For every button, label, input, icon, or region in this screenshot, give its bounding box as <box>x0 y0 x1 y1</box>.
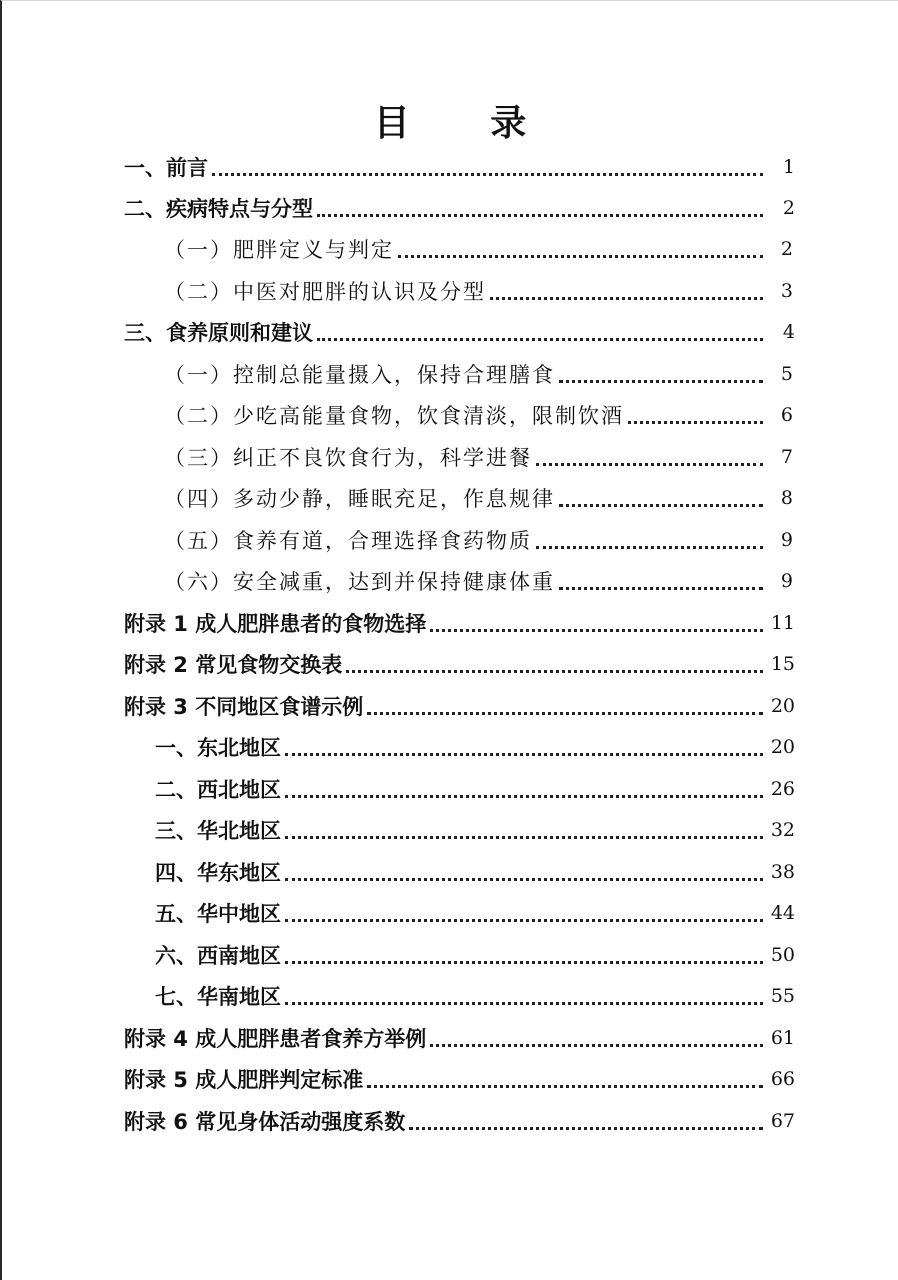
toc-entry-principle-2[interactable] <box>2 395 898 435</box>
toc-entry-region-northwest[interactable] <box>2 769 898 809</box>
toc-entry-label: 二、疾病特点与分型 <box>124 197 313 221</box>
leader-dots <box>628 401 763 424</box>
toc-page-number: 7 <box>780 446 795 468</box>
leader-dots <box>285 816 763 839</box>
toc-entry-label: （六）安全减重，达到并保持健康体重 <box>164 570 555 594</box>
toc-entry-principle-5[interactable] <box>2 520 898 560</box>
leader-dots <box>398 235 763 258</box>
toc-entry-label: 附录 4 成人肥胖患者食养方举例 <box>124 1027 427 1051</box>
leader-dots <box>430 609 763 632</box>
toc-page-number: 26 <box>770 778 795 800</box>
toc-entry-principle-6[interactable] <box>2 561 898 601</box>
toc-entry-appendix-3[interactable] <box>2 686 898 726</box>
toc-entry-label: 二、西北地区 <box>155 778 281 802</box>
leader-dots <box>285 982 763 1005</box>
toc-page-number: 44 <box>770 902 795 924</box>
toc-page-number: 9 <box>780 570 795 592</box>
toc-entry-label: 五、华中地区 <box>155 902 281 926</box>
toc-page-number: 9 <box>780 529 795 551</box>
leader-dots <box>367 692 763 715</box>
leader-dots <box>212 153 763 176</box>
toc-entry-label: 附录 1 成人肥胖患者的食物选择 <box>124 612 427 636</box>
toc-page-number: 11 <box>770 612 795 634</box>
toc-entry-obesity-definition[interactable] <box>2 229 898 269</box>
toc-entry-label: 七、华南地区 <box>155 985 281 1009</box>
toc-entry-label: 六、西南地区 <box>155 944 281 968</box>
leader-dots <box>536 526 763 549</box>
toc-entry-region-southwest[interactable] <box>2 935 898 975</box>
toc-entry-label: （三）纠正不良饮食行为，科学进餐 <box>164 446 532 470</box>
toc-entry-disease-features[interactable] <box>2 188 898 228</box>
toc-entry-label: （二）少吃高能量食物，饮食清淡，限制饮酒 <box>164 404 624 428</box>
leader-dots <box>285 775 763 798</box>
toc-page-number: 4 <box>782 321 795 343</box>
toc-entry-label: （二）中医对肥胖的认识及分型 <box>164 280 486 304</box>
page-title: 目 录 <box>373 102 561 144</box>
toc-entry-label: （一）肥胖定义与判定 <box>164 238 394 262</box>
toc-page-number: 15 <box>770 653 795 675</box>
toc-entry-appendix-5[interactable] <box>2 1059 898 1099</box>
toc-entry-appendix-4[interactable] <box>2 1018 898 1058</box>
toc-entry-principle-1[interactable] <box>2 354 898 394</box>
leader-dots <box>285 858 763 881</box>
toc-entry-tcm-classification[interactable] <box>2 271 898 311</box>
toc-entry-label: 附录 5 成人肥胖判定标准 <box>124 1068 364 1092</box>
toc-entry-principle-4[interactable] <box>2 478 898 518</box>
leader-dots <box>559 567 763 590</box>
toc-entry-diet-principles[interactable] <box>2 312 898 352</box>
toc-entry-region-north[interactable] <box>2 810 898 850</box>
toc-entry-appendix-6[interactable] <box>2 1101 898 1141</box>
toc-entry-label: 三、华北地区 <box>155 819 281 843</box>
leader-dots <box>367 1065 763 1088</box>
toc-page-number: 66 <box>770 1068 795 1090</box>
toc-page-number: 20 <box>770 695 795 717</box>
toc-page-number: 6 <box>780 404 795 426</box>
leader-dots <box>346 650 763 673</box>
leader-dots <box>285 733 763 756</box>
toc-entry-label: （五）食养有道，合理选择食药物质 <box>164 529 532 553</box>
toc-page-number: 38 <box>770 861 795 883</box>
toc-entry-label: 附录 6 常见身体活动强度系数 <box>124 1110 406 1134</box>
toc-entry-region-central[interactable] <box>2 893 898 933</box>
toc-entry-label: （一）控制总能量摄入，保持合理膳食 <box>164 363 555 387</box>
toc-page-number: 3 <box>780 280 795 302</box>
toc-entry-label: 附录 2 常见食物交换表 <box>124 653 343 677</box>
leader-dots <box>285 941 763 964</box>
leader-dots <box>409 1107 763 1130</box>
toc-entry-appendix-1[interactable] <box>2 603 898 643</box>
toc-entry-label: 附录 3 不同地区食谱示例 <box>124 695 364 719</box>
leader-dots <box>559 360 763 383</box>
toc-page-number: 67 <box>770 1110 795 1132</box>
toc-entry-label: 一、前言 <box>124 156 208 180</box>
toc-entry-label: 四、华东地区 <box>155 861 281 885</box>
toc-entry-label: 三、食养原则和建议 <box>124 321 313 345</box>
leader-dots <box>536 443 763 466</box>
leader-dots <box>317 194 763 217</box>
toc-entry-region-south[interactable] <box>2 976 898 1016</box>
toc-page-number: 20 <box>770 736 795 758</box>
toc-entry-region-east[interactable] <box>2 852 898 892</box>
toc-entry-principle-3[interactable] <box>2 437 898 477</box>
leader-dots <box>430 1024 763 1047</box>
toc-entry-preface[interactable] <box>2 147 898 187</box>
toc-page-number: 32 <box>770 819 795 841</box>
toc-page-number: 8 <box>780 487 795 509</box>
toc-entry-label: （四）多动少静，睡眠充足，作息规律 <box>164 487 555 511</box>
toc-page-number: 5 <box>780 363 795 385</box>
toc-page-number: 50 <box>770 944 795 966</box>
leader-dots <box>285 899 763 922</box>
toc-entry-region-northeast[interactable] <box>2 727 898 767</box>
leader-dots <box>559 484 763 507</box>
toc-entry-label: 一、东北地区 <box>155 736 281 760</box>
toc-entry-appendix-2[interactable] <box>2 644 898 684</box>
toc-page-number: 2 <box>780 238 795 260</box>
leader-dots <box>490 277 763 300</box>
toc-page-number: 61 <box>770 1027 795 1049</box>
toc-page-number: 1 <box>782 156 795 178</box>
leader-dots <box>317 318 763 341</box>
toc-page-number: 55 <box>770 985 795 1007</box>
toc-page-number: 2 <box>782 197 795 219</box>
